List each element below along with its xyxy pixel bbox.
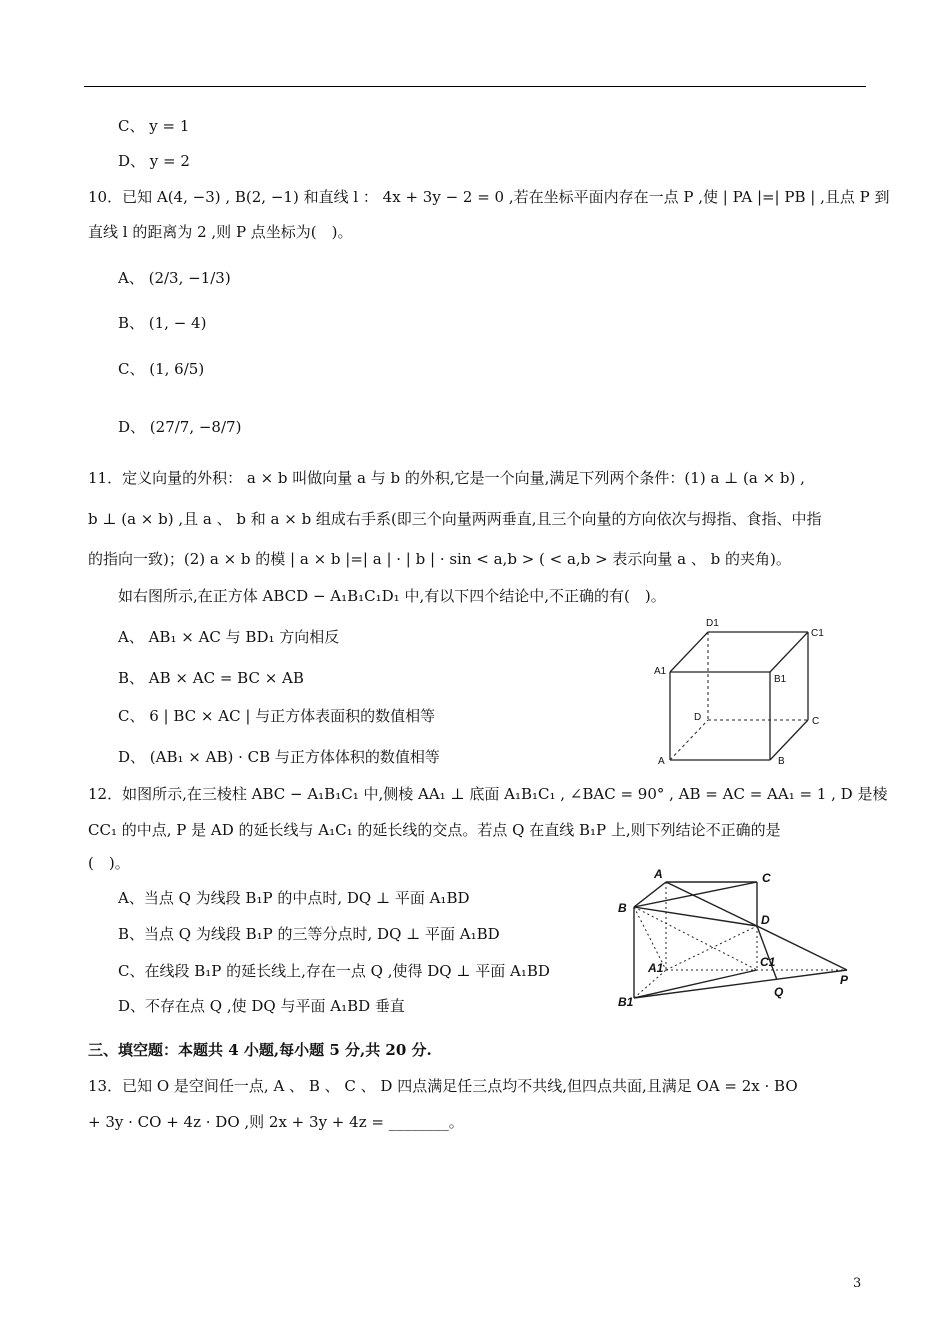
section-3-heading: 三、填空题：本题共 4 小题,每小题 5 分,共 20 分. xyxy=(88,1041,432,1059)
option-12d: D、不存在点 Q ,使 DQ 与平面 A₁BD 垂直 xyxy=(118,997,405,1015)
cube-label-b: B xyxy=(778,756,785,767)
question-11-line-3: 的指向一致)；(2) a × b 的模 | a × b |=| a | · | b | · sin < a,b > ( < a,b > 表示向量 a 、 b 的夹角)。 xyxy=(88,550,791,568)
option-10b: B、 (1, − 4) xyxy=(118,314,207,332)
top-rule xyxy=(84,86,866,87)
prism-label-q: Q xyxy=(774,985,784,999)
option-12a: A、当点 Q 为线段 B₁P 的中点时, DQ ⊥ 平面 A₁BD xyxy=(118,889,470,907)
option-11a: A、 AB₁ × AC 与 BD₁ 方向相反 xyxy=(118,628,340,646)
cube-figure xyxy=(650,612,830,772)
option-11b: B、 AB × AC = BC × AB xyxy=(118,669,304,687)
prism-label-b: B xyxy=(618,901,627,915)
option-10d: D、 (27/7, −8/7) xyxy=(118,418,242,436)
prism-label-p: P xyxy=(840,973,849,987)
cube-label-d: D xyxy=(694,712,702,723)
option-10c: C、 (1, 6/5) xyxy=(118,360,205,378)
prism-figure xyxy=(612,860,862,1020)
question-11-line-2: b ⊥ (a × b) ,且 a 、 b 和 a × b 组成右手系(即三个向量两两垂直,且三个向量的方向依次与拇指、食指、中指 xyxy=(88,510,822,528)
question-12-line-2: CC₁ 的中点, P 是 AD 的延长线与 A₁C₁ 的延长线的交点。若点 Q 在直线 B₁P 上,则下列结论不正确的是 xyxy=(88,821,781,839)
prism-label-c: C xyxy=(762,871,771,885)
option-11d: D、 (AB₁ × AB) · CB 与正方体体积的数值相等 xyxy=(118,748,440,766)
cube-label-a1: A1 xyxy=(654,666,667,677)
option-12b: B、当点 Q 为线段 B₁P 的三等分点时, DQ ⊥ 平面 A₁BD xyxy=(118,925,500,943)
question-10-line-2: 直线 l 的距离为 2 ,则 P 点坐标为( )。 xyxy=(88,223,353,241)
prism-label-a: A xyxy=(654,867,663,881)
prism-label-b1: B1 xyxy=(618,995,634,1009)
question-11-line-4: 如右图所示,在正方体 ABCD − A₁B₁C₁D₁ 中,有以下四个结论中,不正确的有( )。 xyxy=(118,587,666,605)
question-13-line-1: 13．已知 O 是空间任一点, A 、 B 、 C 、 D 四点满足任三点均不共线,但四点共面,且满足 OA = 2x · BO xyxy=(88,1077,798,1095)
question-13-line-2: + 3y · CO + 4z · DO ,则 2x + 3y + 4z = ________。 xyxy=(88,1113,464,1131)
question-11-line-1: 11．定义向量的外积： a × b 叫做向量 a 与 b 的外积,它是一个向量,满足下列两个条件：(1) a ⊥ (a × b) , xyxy=(88,469,805,487)
option-10a: A、 (2/3, −1/3) xyxy=(118,269,231,287)
question-12-line-3: ( )。 xyxy=(88,854,130,872)
prism-label-d: D xyxy=(761,913,770,927)
question-10-line-1: 10．已知 A(4, −3) , B(2, −1) 和直线 l ： 4x + 3y − 2 = 0 ,若在坐标平面内存在一点 P ,使 | PA |=| PB | ,且点 P 到 xyxy=(88,188,890,206)
option-9c: C、 y = 1 xyxy=(118,117,190,135)
cube-label-b1: B1 xyxy=(774,674,787,685)
cube-label-c: C xyxy=(812,716,820,727)
option-9d: D、 y = 2 xyxy=(118,152,190,170)
cube-label-d1: D1 xyxy=(706,618,719,629)
cube-label-c1: C1 xyxy=(811,628,824,639)
question-12-line-1: 12．如图所示,在三棱柱 ABC − A₁B₁C₁ 中,侧棱 AA₁ ⊥ 底面 A₁B₁C₁ , ∠BAC = 90° , AB = AC = AA₁ = 1 , D 是棱 xyxy=(88,785,888,803)
option-12c: C、在线段 B₁P 的延长线上,存在一点 Q ,使得 DQ ⊥ 平面 A₁BD xyxy=(118,962,550,980)
prism-label-c1: C1 xyxy=(760,955,776,969)
prism-label-a1: A1 xyxy=(648,961,664,975)
page-number: 3 xyxy=(853,1276,862,1291)
cube-label-a: A xyxy=(658,756,665,767)
option-11c: C、 6 | BC × AC | 与正方体表面积的数值相等 xyxy=(118,707,436,725)
